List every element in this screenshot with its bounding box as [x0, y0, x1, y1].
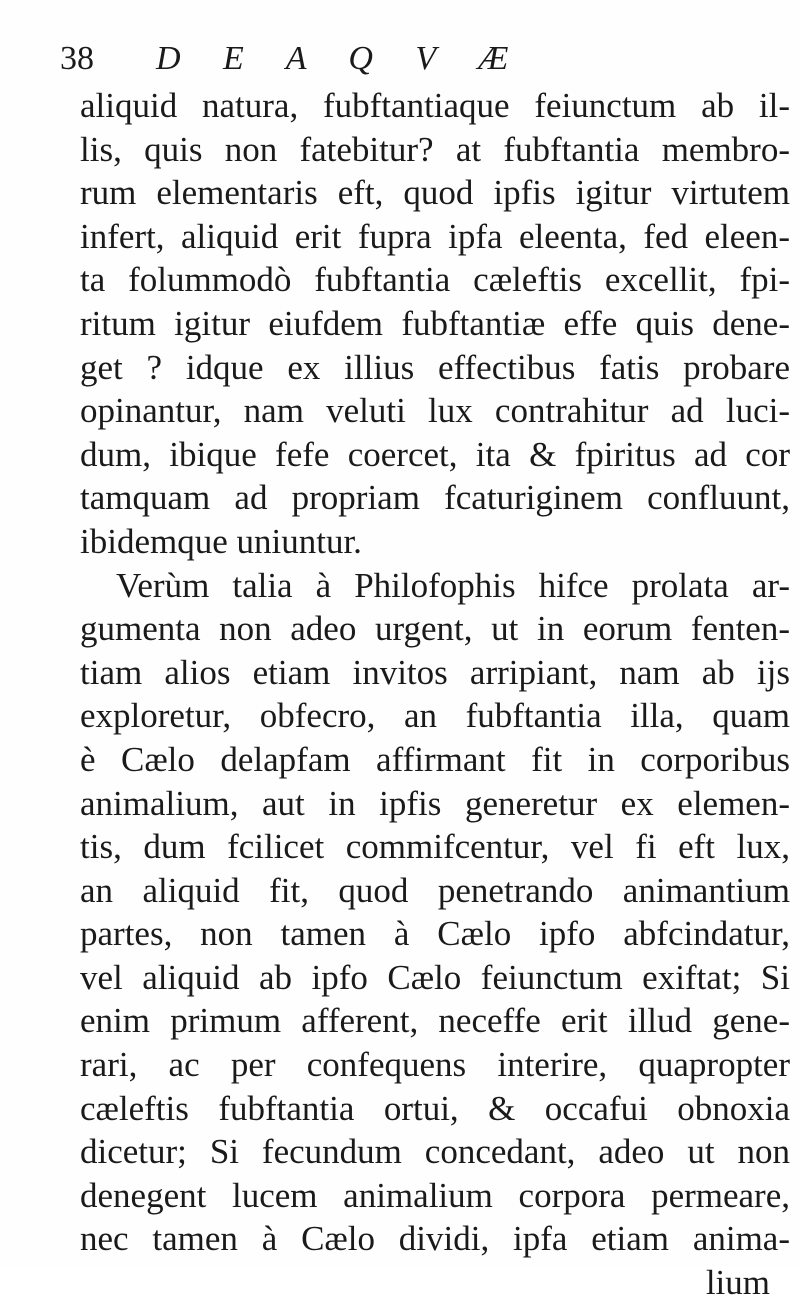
text-line: opinantur, nam veluti lux contrahitur ad luci-: [80, 391, 790, 431]
text-line: lis, quis non fatebitur? at fubftantia membro-: [80, 129, 790, 169]
running-title: D E A Q V Æ: [156, 40, 511, 77]
catchword: lium: [705, 1263, 770, 1303]
text-line: rum elementaris eft, quod ipfis igitur virtutem: [80, 173, 790, 213]
text-line-paragraph-end: ibidemque uniuntur.: [80, 521, 362, 561]
text-line: tiam alios etiam invitos arripiant, nam ab ijs: [80, 652, 790, 692]
text-line: aliquid natura, fubftantiaque feiunctum ab il-: [80, 86, 790, 125]
text-line: infert, aliquid erit fupra ipfa eleenta, fed eleen-: [80, 216, 790, 256]
text-line: animalium, aut in ipfis generetur ex elemen-: [80, 783, 790, 823]
text-line: è Cælo delapfam affirmant fit in corporibus: [80, 739, 790, 779]
text-line: vel aliquid ab ipfo Cælo feiunctum exiftat; Si: [80, 957, 790, 997]
text-line: nec tamen à Cælo dividi, ipfa etiam anima-: [80, 1219, 790, 1259]
text-line: get ? idque ex illius effectibus fatis probare: [80, 347, 790, 387]
text-line: enim primum afferent, neceffe erit illud gene-: [80, 1001, 790, 1041]
text-line: gumenta non adeo urgent, ut in eorum fenten-: [80, 609, 790, 649]
page-header: [60, 40, 760, 90]
text-line: partes, non tamen à Cælo ipfo abfcindatur,: [80, 914, 790, 954]
text-line: cæleftis fubftantia ortui, & occafui obnoxia: [80, 1088, 790, 1128]
text-line: an aliquid fit, quod penetrando animantium: [80, 870, 790, 910]
text-line: exploretur, obfecro, an fubftantia illa, quam: [80, 696, 790, 736]
text-line: dicetur; Si fecundum concedant, adeo ut non: [80, 1132, 790, 1172]
text-line: rari, ac per confequens interire, quapropter: [80, 1045, 790, 1085]
text-line: tis, dum fcilicet commifcentur, vel fi eft lux,: [80, 827, 790, 867]
page-number: 38: [60, 40, 94, 77]
text-line: denegent lucem animalium corpora permeare,: [80, 1175, 790, 1215]
body-text: [80, 84, 790, 1305]
text-line: ta folummodò fubftantia cæleftis excellit, fpi-: [80, 260, 790, 300]
text-line: ritum igitur eiufdem fubftantiæ effe quis dene-: [80, 303, 790, 343]
text-line-paragraph-start: Verùm talia à Philofophis hifce prolata ar-: [116, 565, 790, 605]
text-line: dum, ibique fefe coercet, ita & fpiritus ad cor: [80, 434, 790, 474]
text-line: tamquam ad propriam fcaturiginem confluunt,: [80, 478, 790, 518]
